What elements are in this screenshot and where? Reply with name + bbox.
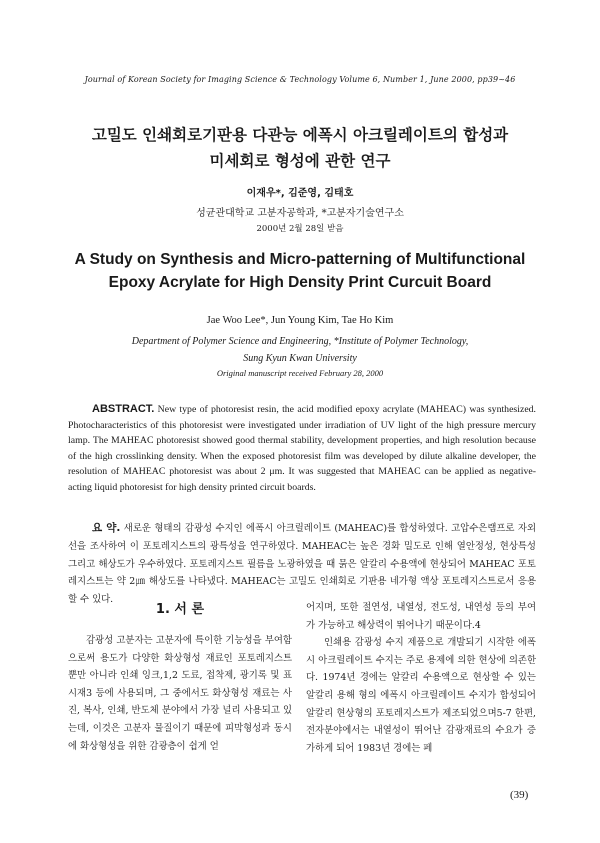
body-column-left — [68, 632, 292, 755]
korean-affiliation: 성균관대학교 고분자공학과, *고분자기술연구소 — [196, 208, 404, 219]
korean-abstract — [68, 520, 536, 609]
body-paragraph: 감광성 고분자는 고분자에 특이한 기능성을 부여함으로써 용도가 다양한 화상형성 재료인 포토레지스트 뿐만 아니라 인쇄 잉크,1,2 도료, 접착제, 광기록 및 표시재3 등에 사용되며, 그 중에서도 화상형성 재료는 사진, 복사, 인쇄, 반도체 분야에서 가장 널리 사용되고 있는데, 이것은 고분자 물질이기 때문에 피막형성과 동시에 화상형성을 위한 감광층이 쉽게 얻 — [68, 635, 292, 752]
body-paragraph: 인쇄용 감광성 수지 제품으로 개발되기 시작한 에폭시 아크릴레이트 수지는 주로 용제에 의한 현상에 의존한다. 1974년 경에는 알칼리 수용액으로 현상할 수 있는 알칼리 용해 형의 에폭시 아크릴레이트 수지가 합성되어 알칼리 현상형의 포토레지스트가 제조되었으며5-7 한편, 전자분야에서는 내열성이 뛰어난 감광재료의 수요가 증가하게 되어 1983년 경에는 페 — [306, 637, 536, 754]
english-title-line-2: Epoxy Acrylate for High Density Print Curcuit Board — [108, 274, 492, 291]
english-affiliation — [0, 333, 600, 367]
korean-authors: 이재우*, 김준영, 김태호 — [246, 188, 354, 199]
korean-title — [0, 122, 600, 174]
abstract-text: New type of photoresist resin, the acid modified epoxy acrylate (MAHEAC) was synthesized. Photocharacteristics of this photoresist were investigated under irradiation of UV light of the high pressure mercury lamp. The MAHEAC photoresist showed good thermal stability, development properties, and high resolution because of the high crosslinking density. When the exposed photoresist film was developed by dilute alkaline developer, the resolution of MAHEAC photoresist was about 2 μm. It was suggested that MAHEAC can be applied as negative-acting liquid photoresist for high density printed circuit boards. — [68, 404, 537, 493]
english-abstract — [68, 402, 536, 496]
korean-title-line-1: 고밀도 인쇄회로기판용 다관능 에폭시 아크릴레이트의 합성과 — [91, 126, 509, 144]
section-heading-introduction: 1. 서 론 — [155, 602, 205, 617]
english-affiliation-line-2: Sung Kyun Kwan University — [243, 353, 357, 364]
english-title-line-1: A Study on Synthesis and Micro-patterning of Multifunctional — [74, 251, 526, 268]
body-column-right — [306, 599, 536, 757]
korean-received-date: 2000년 2월 28일 받음 — [256, 224, 344, 234]
abstract-label: ABSTRACT. — [92, 403, 155, 415]
english-authors: Jae Woo Lee*, Jun Young Kim, Tae Ho Kim — [206, 315, 394, 326]
body-paragraph-continued: 어지며, 또한 절연성, 내열성, 전도성, 내연성 등의 부여가 가능하고 해상력이 뛰어나기 때문이다.4 — [306, 602, 536, 631]
english-received-date: Original manuscript received February 28, 2000 — [216, 368, 384, 378]
english-affiliation-line-1: Department of Polymer Science and Engineering, *Institute of Polymer Technology, — [131, 336, 469, 347]
korean-title-line-2: 미세회로 형성에 관한 연구 — [209, 152, 391, 170]
korean-abstract-label: 요 약. — [92, 522, 121, 534]
korean-abstract-text: 새로운 형태의 감광성 수지인 에폭시 아크릴레이트 (MAHEAC)를 합성하였다. 고압수은램프로 자외선을 조사하여 이 포토레지스트의 광특성을 연구하였다. MAHEAC는 높은 경화 밀도로 인해 열안정성, 현상특성 그리고 해상도가 우수하였다. 포토레지스트 필름을 노광하였을 때 묽은 알칼리 수용액에 현상되어 MAHEAC 포토레지스트는 약 2㎛ 해상도를 나타냈다. MAHEAC는 고밀도 인쇄회로 기판용 네가형 액상 포토레지스트로서 응용할 수 있다. — [68, 523, 537, 606]
journal-citation: Journal of Korean Society for Imaging Science & Technology Volume 6, Number 1, June 2000, pp39~46 — [84, 75, 516, 84]
english-title — [0, 248, 600, 294]
page-number: (39) — [510, 789, 529, 801]
